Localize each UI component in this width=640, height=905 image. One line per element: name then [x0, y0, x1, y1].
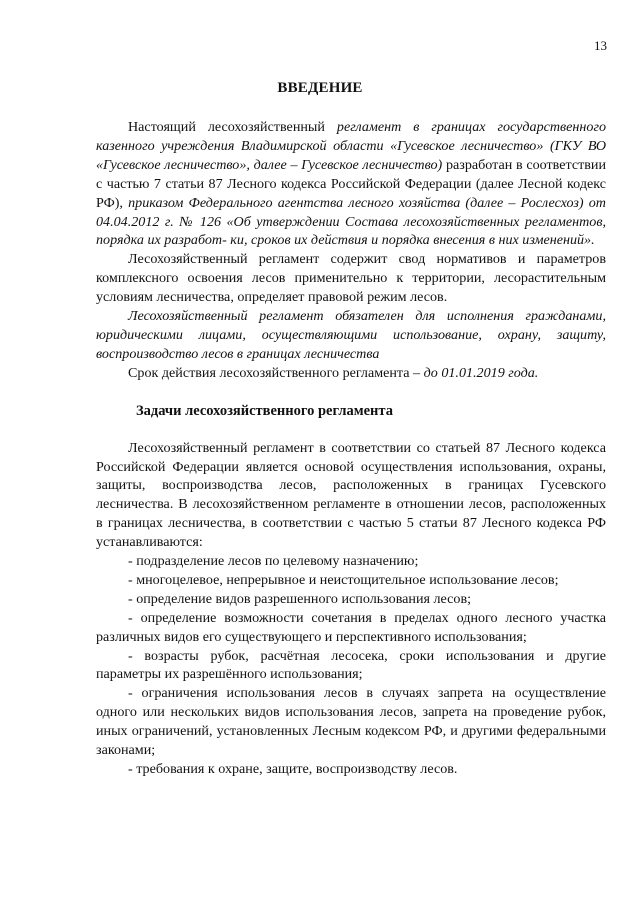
- intro-italic-1: регламент в границах государственного казенного учреждения Владимирской области «Гусевское лесничество» (ГКУ ВО «Гусевское лесничество», далее – Гусевское лесничество): [96, 119, 606, 173]
- document-title: ВВЕДЕНИЕ: [277, 80, 363, 96]
- section-heading: Задачи лесохозяйственного регламента: [136, 402, 393, 419]
- intro-paragraph-4: Срок действия лесохозяйственного регламента – до 01.01.2019 года.: [128, 364, 539, 381]
- intro-paragraph-1: Настоящий лесохозяйственный регламент в границах государственного казенного учреждения Владимирской области «Гусевское лесничество» (ГКУ ВО «Гусевское лесничество», далее – Гусевское лесничество) разработан в соответствии с частью 7 статьи 87 Лесного кодекса Российской Федерации (далее Лесной кодекс РФ), приказом Федерального агентства лесного хозяйства (далее – Рослесхоз) от 04.04.2012 г. № 126 «Об утверждении Состава лесохозяйственных регламентов, порядка их разработ- ки, сроков их действия и порядка внесения в них изменений».: [96, 119, 606, 249]
- validity-date: до 01.01.2019 года.: [423, 364, 539, 381]
- document-body: [96, 118, 606, 779]
- section-paragraph-1: Лесохозяйственный регламент в соответствии со статьей 87 Лесного кодекса Российской Федерации является основой осуществления использования, охраны, защиты, воспроизводства лесов, расположенных в границах Гусевского лесничества. В лесохозяйственном регламенте в отношении лесов, расположенных в границах лесничества, в соответствии с частью 5 статьи 87 Лесного кодекса РФ устанавливаются:: [96, 439, 606, 551]
- intro-paragraph-3: Лесохозяйственный регламент обязателен для исполнения гражданами, юридическими лицами, осуществляющими использование, охрану, защиту, воспроизводство лесов в границах лесничества: [96, 308, 606, 362]
- list-item: - определение возможности сочетания в пределах одного лесного участка различных видов его существующего и перспективного использования;: [96, 609, 606, 645]
- intro-paragraph-2: Лесохозяйственный регламент содержит свод нормативов и параметров комплексного освоения лесов применительно к территории, лесорастительным условиям лесничества, определяет правовой режим лесов.: [96, 251, 606, 306]
- list-item: - определение видов разрешенного использования лесов;: [128, 590, 472, 607]
- list-item: - подразделение лесов по целевому назначению;: [128, 553, 419, 570]
- list-item: - возрасты рубок, расчётная лесосека, сроки использования и другие параметры их разрешённого использования;: [96, 647, 606, 683]
- page-number: 13: [594, 38, 607, 53]
- intro-italic-2: приказом Федерального агентства лесного хозяйства (далее – Рослесхоз) от 04.04.2012 г. № 126 «Об утверждении Состава лесохозяйственных регламентов, порядка их разработ- ки, сроков их действия и порядка внесения в них изменений».: [96, 194, 606, 249]
- list-item: - ограничения использования лесов в случаях запрета на осуществление одного или нескольких видов использования лесов, запрета на проведение рубок, иных ограничений, установленных Лесным кодексом РФ, и другими федеральными законами;: [96, 685, 606, 759]
- list-item: - требования к охране, защите, воспроизводству лесов.: [128, 761, 458, 777]
- list-item: - многоцелевое, непрерывное и неистощительное использование лесов;: [128, 571, 559, 588]
